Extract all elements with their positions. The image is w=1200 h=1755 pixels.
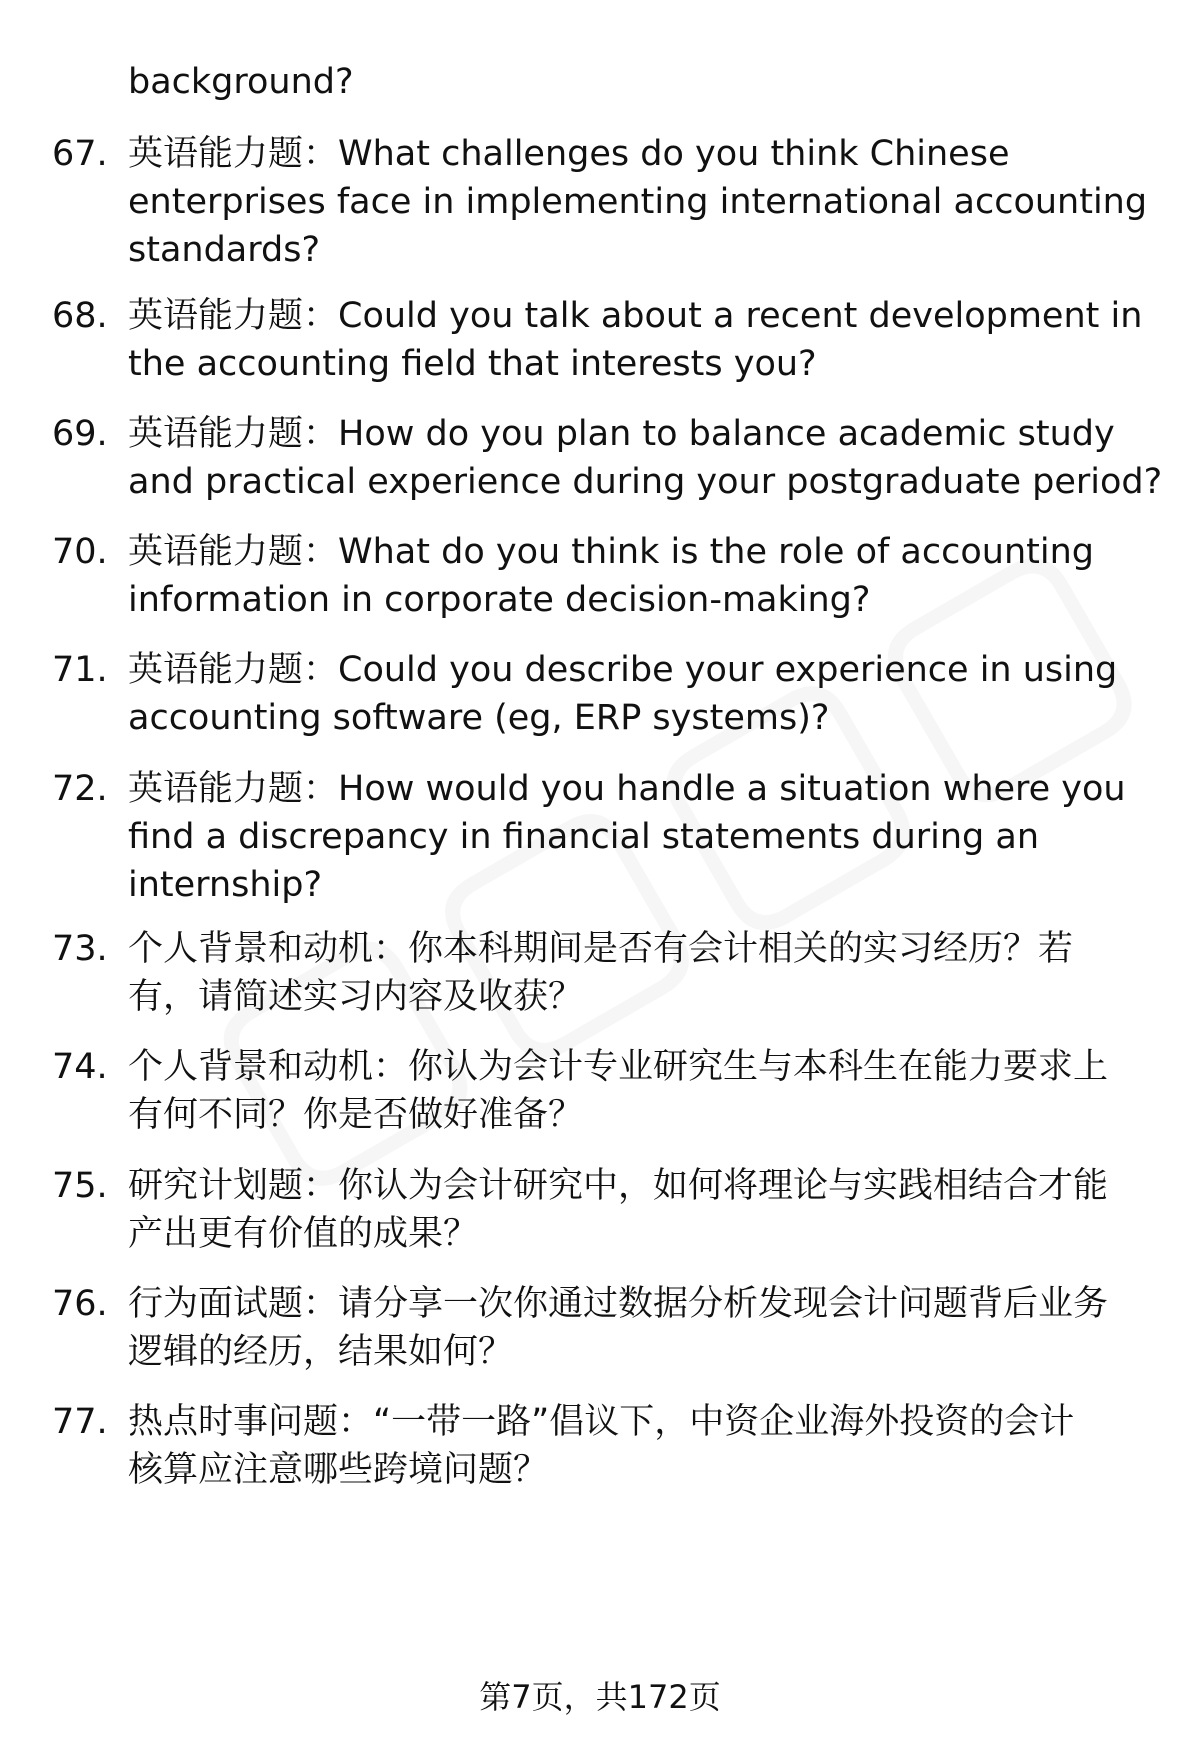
question-category: 热点时事问题： <box>128 1402 374 1442</box>
question-line: and practical experience during your postgraduate period? <box>128 462 1163 502</box>
question-item <box>52 1162 1152 1258</box>
question-item <box>52 925 1152 1021</box>
question-line: accounting software (eg, ERP systems)? <box>128 698 830 738</box>
question-body <box>128 292 1200 388</box>
question-body <box>128 646 1200 742</box>
question-body <box>128 1398 1200 1494</box>
question-number: 77. <box>52 1402 108 1442</box>
question-text: “一带一路”倡议下，中资企业海外投资的会计 <box>373 1402 1075 1442</box>
question-line: 有何不同？你是否做好准备？ <box>128 1095 584 1135</box>
question-category: 研究计划题： <box>128 1166 339 1206</box>
question-number: 74. <box>52 1047 108 1087</box>
question-line: find a discrepancy in financial statements during an <box>128 817 1040 857</box>
question-item <box>52 1398 1152 1494</box>
question-number: 70. <box>52 532 108 572</box>
question-text: Could you talk about a recent development in <box>338 296 1143 336</box>
question-text: How do you plan to balance academic study <box>338 414 1115 454</box>
question-item <box>52 292 1152 388</box>
question-line: 逻辑的经历，结果如何？ <box>128 1332 514 1372</box>
question-category: 英语能力题： <box>128 769 339 809</box>
question-number: 67. <box>52 134 108 174</box>
question-category: 英语能力题： <box>128 296 339 336</box>
question-body <box>128 925 1200 1021</box>
question-line <box>128 1162 1200 1210</box>
question-number: 72. <box>52 769 108 809</box>
question-line: 核算应注意哪些跨境问题？ <box>128 1450 549 1490</box>
question-body <box>128 1280 1200 1376</box>
question-body <box>128 1162 1200 1258</box>
question-item <box>52 130 1152 274</box>
question-text: What challenges do you think Chinese <box>338 134 1010 174</box>
question-number: 73. <box>52 929 108 969</box>
continued-question-text: background? <box>128 62 354 102</box>
question-body <box>128 528 1200 624</box>
question-text: 你认为会计专业研究生与本科生在能力要求上 <box>408 1047 1109 1087</box>
question-line: enterprises face in implementing international accounting <box>128 182 1148 222</box>
question-line <box>128 130 1200 178</box>
question-line: 产出更有价值的成果？ <box>128 1214 479 1254</box>
question-category: 英语能力题： <box>128 414 339 454</box>
question-item <box>52 646 1152 742</box>
question-item <box>52 410 1163 506</box>
question-line <box>128 410 1200 458</box>
question-text: How would you handle a situation where you <box>338 769 1126 809</box>
question-number: 76. <box>52 1284 108 1324</box>
question-line: information in corporate decision-making? <box>128 580 871 620</box>
question-line <box>128 925 1200 973</box>
question-line <box>128 1280 1200 1328</box>
question-category: 行为面试题： <box>128 1284 339 1324</box>
question-line <box>128 765 1200 813</box>
question-line <box>128 646 1200 694</box>
question-text: Could you describe your experience in using <box>338 650 1118 690</box>
question-text: 你本科期间是否有会计相关的实习经历？若 <box>408 929 1074 969</box>
question-item <box>52 528 1152 624</box>
question-text: 请分享一次你通过数据分析发现会计问题背后业务 <box>338 1284 1109 1324</box>
question-number: 68. <box>52 296 108 336</box>
question-number: 71. <box>52 650 108 690</box>
question-category: 英语能力题： <box>128 134 339 174</box>
question-line: 有，请简述实习内容及收获？ <box>128 977 584 1017</box>
question-category: 个人背景和动机： <box>128 929 409 969</box>
question-body <box>128 1043 1200 1139</box>
question-body <box>128 410 1200 506</box>
question-number: 75. <box>52 1166 108 1206</box>
question-text: What do you think is the role of accounting <box>338 532 1094 572</box>
page-number-footer: 第7页，共172页 <box>479 1678 721 1716</box>
question-line <box>128 292 1200 340</box>
question-item <box>52 765 1152 909</box>
question-line: internship? <box>128 865 323 905</box>
question-line: the accounting field that interests you? <box>128 344 817 384</box>
question-category: 个人背景和动机： <box>128 1047 409 1087</box>
question-category: 英语能力题： <box>128 650 339 690</box>
question-item <box>52 1043 1152 1139</box>
question-line <box>128 1398 1200 1446</box>
question-line <box>128 528 1200 576</box>
question-item <box>52 1280 1152 1376</box>
question-body <box>128 765 1200 909</box>
question-number: 69. <box>52 414 108 454</box>
question-line <box>128 1043 1200 1091</box>
question-category: 英语能力题： <box>128 532 339 572</box>
question-body <box>128 130 1200 274</box>
question-line: standards? <box>128 230 321 270</box>
question-text: 你认为会计研究中，如何将理论与实践相结合才能 <box>338 1166 1109 1206</box>
